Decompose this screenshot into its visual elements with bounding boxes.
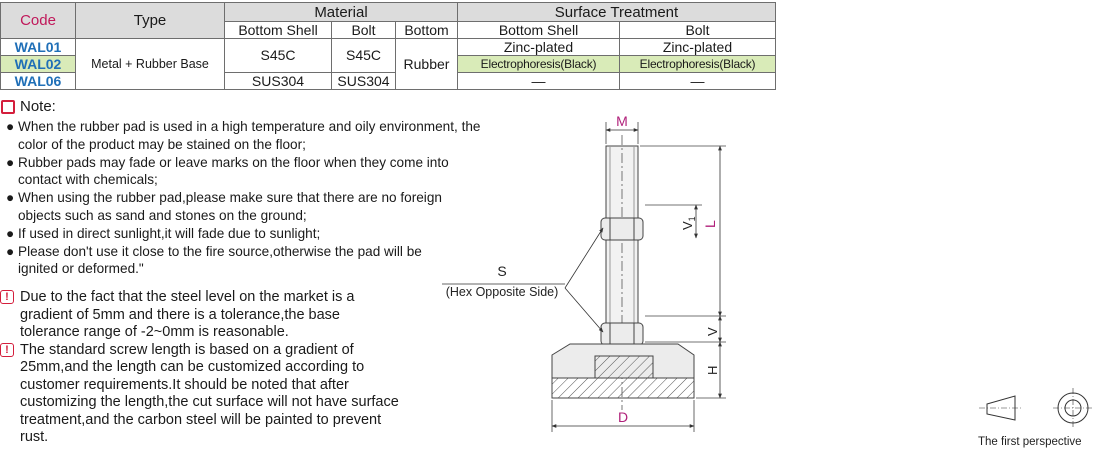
first-angle-projection-icon [975,388,1095,432]
dim-h [696,342,726,398]
st-shell-cell: Electrophoresis(Black) [458,56,620,73]
material-bottom-cell: Rubber [396,39,458,90]
svg-text:V1 [680,216,697,230]
st-shell-cell: Zinc-plated [458,39,620,56]
exclamation-icon: ! [0,290,14,304]
list-item [0,289,420,342]
dim-v1-sub: 1 [687,216,697,222]
st-bolt-cell: — [620,73,776,90]
exclamation-icon: ! [0,343,14,357]
dim-l-label: L [702,220,718,228]
header-bolt: Bolt [332,22,396,39]
header-material: Material [225,3,458,22]
dim-l [640,146,726,316]
material-shell-cell: SUS304 [225,73,332,90]
bullet-icon: ● [6,190,15,206]
header-surface-treatment: Surface Treatment [458,3,776,22]
leveling-foot-drawing [430,110,740,440]
bullet-icon: ● [6,225,15,241]
note-text: When using the rubber pad,please make sure that there are no foreign objects such as sand and stones on the ground; [18,190,442,223]
lower-nut [601,323,643,345]
dim-s-note: (Hex Opposite Side) [445,285,559,299]
dim-h-label: H [705,365,720,375]
note-square-icon [1,100,15,114]
header-bottom-shell: Bottom Shell [225,22,332,39]
warning-text: The standard screw length is based on a gradient of 25mm,and the length can be customized according to customer requirements.It should be noted that after customizing the length,the cut surface will not have surface treatment,and the carbon steel will be painted to prevent rust. [20,341,399,445]
dim-s-label: S [497,263,507,279]
dim-s [442,228,603,332]
code-cell: WAL02 [1,56,76,73]
bullet-icon: ● [6,119,15,134]
note-text: If used in direct sunlight,it will fade due to sunlight; [18,225,321,241]
dim-m-label: M [616,113,628,129]
base-shell [552,344,694,398]
material-table [0,2,776,90]
note-title-text: Note: [20,98,56,115]
type-cell: Metal + Rubber Base [76,39,225,90]
dim-v-label: V [705,327,720,336]
dim-d [552,400,694,432]
code-cell: WAL01 [1,39,76,56]
material-bolt-cell: S45C [332,39,396,73]
note-text: Rubber pads may fade or leave marks on the floor when they come into contact with chemicals; [18,154,449,188]
st-bolt-cell: Electrophoresis(Black) [620,56,776,73]
warning-text: Due to the fact that the steel level on the market is a gradient of 5mm and there is a tolerance,the base tolerance range of -2~0mm is reasonable. [20,289,355,340]
warnings-list [0,289,420,447]
dim-v1-label: V [680,221,695,230]
table-row [1,39,776,56]
upper-nut [601,218,643,240]
perspective-label: The first perspective [978,436,1082,448]
code-cell: WAL06 [1,73,76,90]
dim-v1 [645,205,702,238]
note-text: When the rubber pad is used in a high temperature and oily environment, the color of the product may be stained on the floor; [18,119,481,152]
note-title [0,98,56,115]
st-bolt-cell: Zinc-plated [620,39,776,56]
note-text: Please don't use it close to the fire source,otherwise the pad will be ignited or deformed." [18,243,422,277]
header-type: Type [76,3,225,39]
dim-v [645,316,726,342]
dim-d-label: D [617,409,629,425]
material-shell-cell: S45C [225,39,332,73]
header-st-bolt: Bolt [620,22,776,39]
bullet-icon: ● [6,243,15,259]
header-st-bottom-shell: Bottom Shell [458,22,620,39]
list-item [0,342,420,447]
header-bottom: Bottom [396,22,458,39]
header-code: Code [1,3,76,39]
bullet-icon: ● [6,154,15,170]
st-shell-cell: — [458,73,620,90]
material-bolt-cell: SUS304 [332,73,396,90]
